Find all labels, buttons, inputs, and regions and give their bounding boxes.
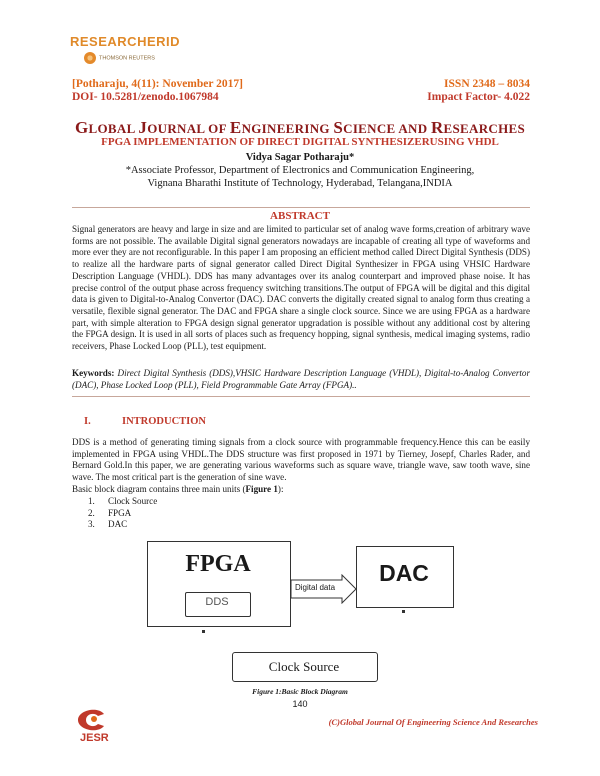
doi: DOI- 10.5281/zenodo.1067984 bbox=[72, 91, 219, 103]
affiliation-line-1: *Associate Professor, Department of Electronics and Communication Engineering, bbox=[125, 165, 475, 176]
jesr-logo-text: JESR bbox=[80, 732, 109, 742]
researcherid-logo bbox=[70, 34, 180, 49]
keywords-text: Direct Digital Synthesis (DDS),VHSIC Hardware Description Language (VHDL), Digital-to-Analog Convertor (DAC), Phase Locked Loop (PLL), Field Programmable Gate Array (FPGA).. bbox=[72, 368, 530, 390]
journal-cap: S bbox=[333, 118, 344, 137]
list-number: 1. bbox=[88, 496, 95, 506]
impact-factor: Impact Factor- 4.022 bbox=[427, 91, 530, 103]
fpga-label: FPGA bbox=[185, 551, 251, 577]
section-title: INTRODUCTION bbox=[122, 416, 207, 427]
journal-cap: J bbox=[138, 118, 148, 137]
issn: ISSN 2348 – 8034 bbox=[444, 78, 530, 90]
journal-rest: OURNAL OF bbox=[147, 121, 230, 136]
list-label: FPGA bbox=[108, 507, 132, 518]
figure-ref: Figure 1 bbox=[245, 484, 278, 494]
jesr-swoosh-icon bbox=[78, 710, 104, 731]
affiliation-line-2: Vignana Bharathi Institute of Technology, Hyderabad, Telangana,INDIA bbox=[147, 178, 453, 189]
keywords-label: Keywords: bbox=[72, 368, 115, 378]
clock-tick-dac bbox=[402, 610, 405, 613]
author: Vidya Sagar Potharaju* bbox=[245, 152, 355, 163]
abstract-top-rule bbox=[72, 207, 530, 208]
clock-tick-fpga bbox=[202, 630, 205, 633]
citation: [Potharaju, 4(11): November 2017] bbox=[72, 78, 243, 90]
list-item bbox=[72, 519, 157, 531]
abstract-text: Signal generators are heavy and large in size and are limited to particular set of analog wave forms,creation of arbitrary wave forms are not possible. The available Digital signal generators nowadays are incapable of creating all type of waveforms and more ever they are not reconfigurable. In this paper I am proposing an efficient method called Direct Digital Synthesis (DDS) to realize all the hardware parts of signal generator called Direct Digital Synthesizer in FPGA using VHSIC Hardware Description Language (VHDL). DDS has many advantages over its analog counterpart and improved phase noise. It has precise control of the output phase across frequency switching transitions.The output of FPGA will be digital and this digital data is given to Digital-to-Analog Convertor (DAC). DAC converts the digitally created signal to analog form thus creating a versatile, flexible signal generator. The DAC and FPGA share a single clock source. Since we are using FPGA as a hardware part, with simple alteration to FPGA design signal generator upgradation is possible without any additional cost by altering the FPGA design. It is used in all sorts of places such as frequency hopping, signal synthesis, medical imaging systems, radio receivers, Phase Locked Loop (PLL), test equipment. bbox=[72, 224, 530, 352]
list-label: Clock Source bbox=[108, 496, 158, 506]
units-suffix: ): bbox=[277, 484, 284, 494]
figure-caption: Figure 1:Basic Block Diagram bbox=[252, 687, 348, 696]
dds-label: DDS bbox=[205, 596, 229, 608]
units-prefix: Basic block diagram contains three main units ( bbox=[72, 484, 246, 494]
journal-rest: LOBAL bbox=[88, 121, 139, 136]
journal-rest: NGINEERING bbox=[241, 121, 334, 136]
clock-source-label: Clock Source bbox=[268, 659, 340, 674]
intro-paragraph: DDS is a method of generating timing signals from a clock source with programmable frequency.Hence this can be easily implemented in FPGA using VHDL.The DDS structure was first proposed in 1971 by Tierney, Josepf, Charles Rader, and Bernard Gold.In this paper, we are generating various waveforms such as square wave, triangle wave, saw tooth wave, sine wave. The most critical part is the generation of sine wave. bbox=[72, 437, 530, 483]
logo-sub-text: THOMSON REUTERS bbox=[99, 55, 155, 62]
page-number: 140 bbox=[292, 699, 308, 709]
logo-id-text: ID bbox=[166, 34, 181, 49]
journal-title bbox=[0, 118, 600, 138]
intro-heading bbox=[84, 416, 206, 427]
jesr-dot-icon bbox=[91, 716, 97, 722]
journal-cap: G bbox=[75, 118, 89, 137]
thomson-reuters-icon bbox=[84, 52, 96, 64]
journal-cap: E bbox=[229, 118, 242, 137]
logo-main-text: RESEARCHER bbox=[70, 34, 167, 49]
journal-rest: CIENCE AND bbox=[343, 121, 431, 136]
abstract-bottom-rule bbox=[72, 396, 530, 397]
list-item bbox=[72, 496, 157, 508]
units-list bbox=[72, 496, 157, 531]
units-intro bbox=[72, 484, 530, 496]
section-number: I. bbox=[84, 416, 91, 427]
abstract-heading: ABSTRACT bbox=[270, 210, 330, 222]
list-number: 2. bbox=[88, 507, 95, 518]
dac-label: DAC bbox=[379, 560, 429, 586]
journal-rest: ESEARCHES bbox=[443, 121, 525, 136]
journal-cap: R bbox=[430, 118, 444, 137]
list-label: DAC bbox=[108, 519, 128, 529]
footer-copyright: (C)Global Journal Of Engineering Science And Researches bbox=[328, 717, 538, 727]
thomson-reuters-logo bbox=[84, 52, 155, 64]
paper-title: FPGA IMPLEMENTATION OF DIRECT DIGITAL SYNTHESIZERUSING VHDL bbox=[101, 136, 499, 148]
keywords bbox=[72, 368, 530, 391]
arrow-label: Digital data bbox=[295, 583, 336, 592]
jesr-logo bbox=[72, 702, 132, 742]
list-number: 3. bbox=[88, 519, 95, 529]
list-item bbox=[72, 508, 157, 520]
